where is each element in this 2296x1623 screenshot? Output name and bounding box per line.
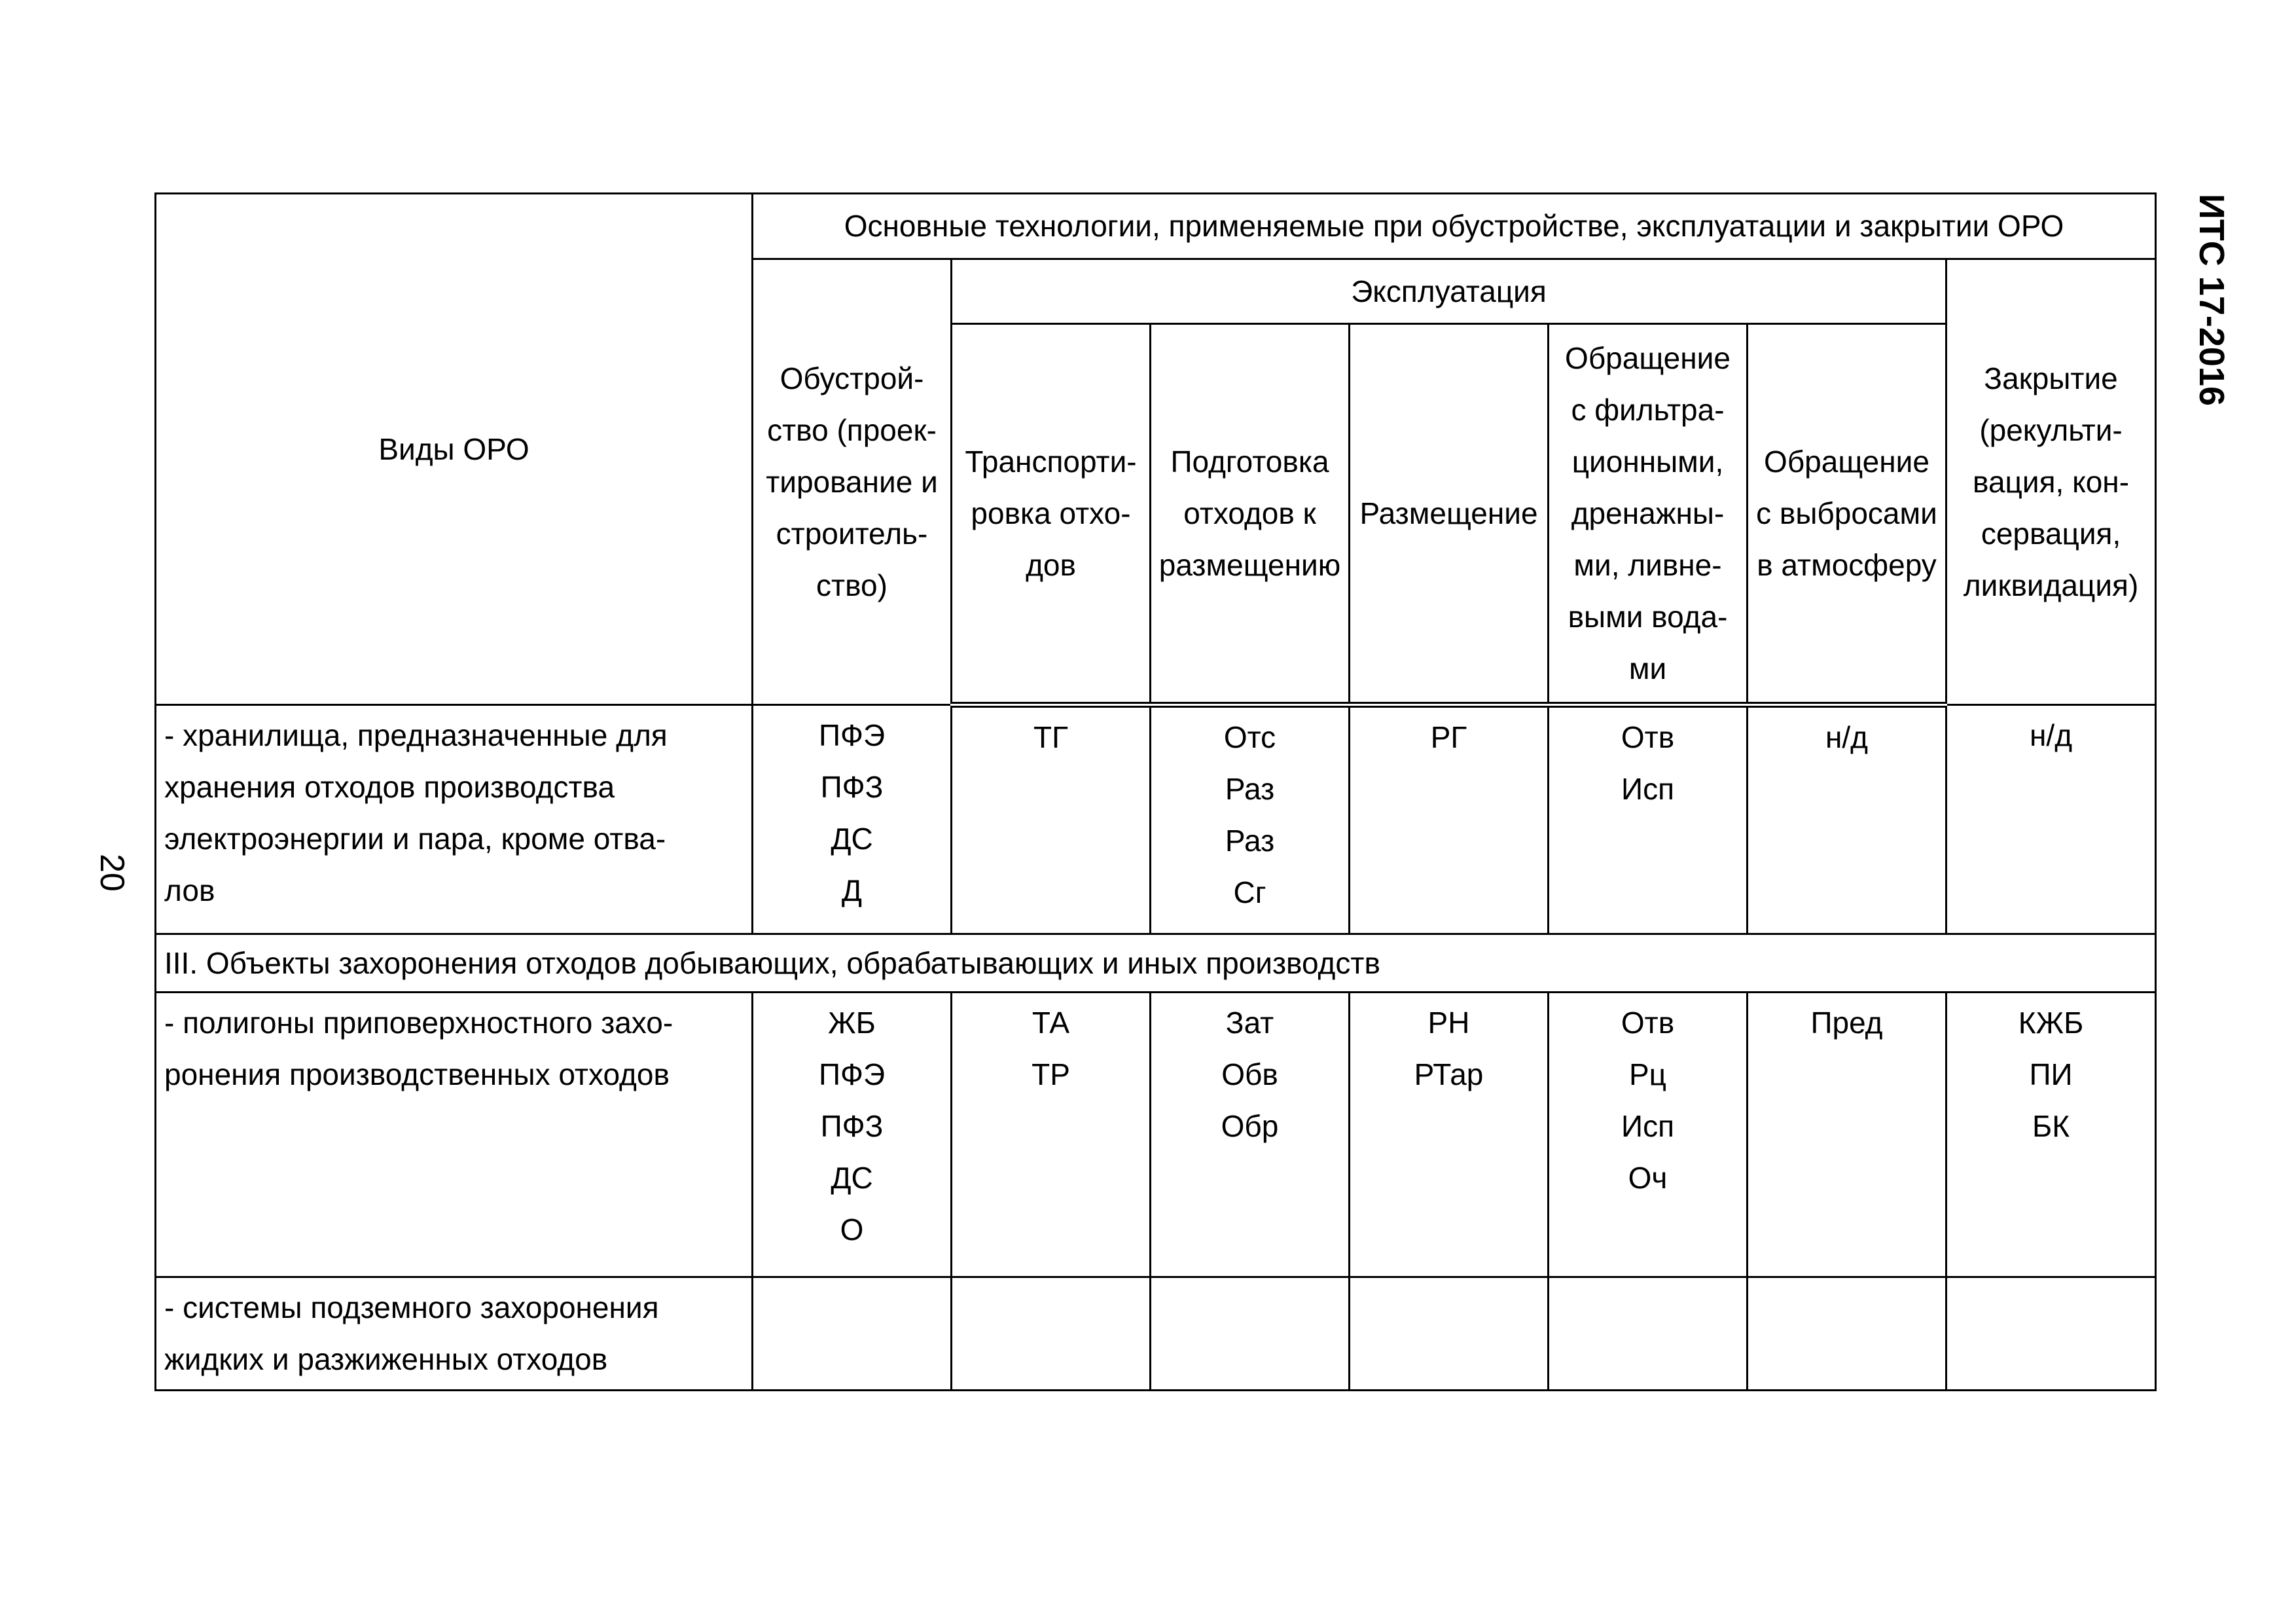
cell-code: ТГ	[1033, 720, 1068, 754]
cell-code: КЖБ	[2018, 1006, 2084, 1040]
header-closure-line: ликвидация)	[1963, 568, 2139, 602]
cell-construction	[753, 705, 952, 934]
row-name-line: - хранилища, предназначенные для	[164, 718, 668, 752]
header-closure	[1946, 259, 2156, 705]
cell-code: ПФЗ	[820, 770, 884, 804]
cell-code: н/д	[1825, 720, 1869, 754]
cell-code: Исп	[1621, 1109, 1674, 1143]
cell-filtration	[1549, 993, 1748, 1277]
cell-code: ТР	[1031, 1057, 1070, 1091]
cell-code: БК	[2032, 1109, 2070, 1143]
table-row	[156, 1277, 2156, 1391]
cell-code: Зат	[1225, 1006, 1274, 1040]
header-filtration-line: ми, ливне-	[1573, 547, 1722, 582]
row-name-line: электроэнергии и пара, кроме отва-	[164, 822, 666, 856]
header-construction	[753, 259, 952, 705]
row-name-line: жидких и разжиженных отходов	[164, 1342, 608, 1376]
header-closure-line: сервация,	[1981, 516, 2121, 551]
cell-code: Раз	[1225, 772, 1275, 806]
header-emissions	[1748, 324, 1946, 705]
header-preparation-line: отходов к	[1183, 496, 1316, 530]
cell-emissions	[1748, 993, 1946, 1277]
cell-code: РГ	[1430, 720, 1467, 754]
row-name-line: ронения производственных отходов	[164, 1057, 670, 1091]
header-filtration-line: выми вода-	[1568, 599, 1728, 634]
cell-placement	[1350, 993, 1549, 1277]
header-placement	[1350, 324, 1549, 705]
header-transport-line: Транспорти-	[965, 444, 1137, 479]
header-closure-line: (рекульти-	[1979, 412, 2123, 447]
cell-emissions	[1748, 1277, 1946, 1391]
header-emissions-line: в атмосферу	[1757, 547, 1937, 582]
cell-placement	[1350, 705, 1549, 934]
cell-code: Исп	[1621, 772, 1674, 806]
cell-code: н/д	[2030, 718, 2073, 752]
header-transport-line: ровка отхо-	[971, 496, 1131, 530]
header-emissions-line: с выбросами	[1756, 496, 1937, 530]
cell-transport	[952, 993, 1151, 1277]
header-construction-line: строитель-	[776, 516, 928, 551]
table-row	[156, 705, 2156, 934]
cell-placement	[1350, 1277, 1549, 1391]
cell-code: Пред	[1810, 1006, 1883, 1040]
cell-code: ДС	[831, 1161, 873, 1195]
cell-construction	[753, 993, 952, 1277]
header-closure-line: вация, кон-	[1973, 464, 2130, 499]
cell-code: ПФЭ	[818, 718, 886, 752]
cell-code: Раз	[1225, 824, 1275, 858]
header-main-technologies: Основные технологии, применяемые при обустройстве, эксплуатации и закрытии ОРО	[753, 194, 2156, 259]
row-name-line: хранения отходов производства	[164, 770, 615, 804]
header-filtration-line: Обращение	[1565, 340, 1731, 375]
page-number: 20	[93, 854, 131, 892]
header-preparation	[1151, 324, 1350, 705]
header-construction-line: Обустрой-	[780, 361, 924, 395]
header-filtration-line: ми	[1628, 651, 1667, 685]
cell-preparation	[1151, 705, 1350, 934]
cell-code: ДС	[831, 822, 873, 856]
table-row	[156, 993, 2156, 1277]
cell-filtration	[1549, 705, 1748, 934]
cell-preparation	[1151, 1277, 1350, 1391]
header-operation: Эксплуатация	[952, 259, 1946, 324]
cell-code: Оч	[1628, 1161, 1668, 1195]
cell-code: Отв	[1621, 720, 1675, 754]
document-code: ИТС 17-2016	[2192, 194, 2231, 406]
header-filtration-line: с фильтра-	[1571, 392, 1725, 427]
row-name	[156, 1277, 753, 1391]
header-closure-line: Закрытие	[1984, 361, 2118, 395]
row-name	[156, 705, 753, 934]
header-transport-line: дов	[1026, 547, 1076, 582]
cell-code: Обр	[1221, 1109, 1279, 1143]
header-emissions-line: Обращение	[1764, 444, 1929, 479]
cell-preparation	[1151, 993, 1350, 1277]
header-filtration-line: ционными,	[1571, 444, 1724, 479]
header-filtration	[1549, 324, 1748, 705]
cell-code: ПФЗ	[820, 1109, 884, 1143]
cell-code: Отс	[1223, 720, 1276, 754]
cell-code: Отв	[1621, 1006, 1675, 1040]
header-preparation-line: размещению	[1158, 547, 1341, 582]
section-title: III. Объекты захоронения отходов добывающих, обрабатывающих и иных производств	[156, 934, 2156, 993]
cell-code: РТар	[1414, 1057, 1484, 1091]
row-name-line: - полигоны приповерхностного захо-	[164, 1006, 673, 1040]
header-transport	[952, 324, 1151, 705]
header-placement-line: Размещение	[1359, 496, 1538, 530]
row-name	[156, 993, 753, 1277]
cell-code: Рц	[1628, 1057, 1667, 1091]
cell-code: Сг	[1233, 875, 1266, 909]
oro-technologies-table	[154, 192, 2157, 1391]
cell-emissions	[1748, 705, 1946, 934]
header-oro-types: Виды ОРО	[156, 194, 753, 705]
cell-code: РН	[1427, 1006, 1470, 1040]
cell-transport	[952, 705, 1151, 934]
section-row	[156, 934, 2156, 993]
header-preparation-line: Подготовка	[1170, 444, 1329, 479]
cell-code: ПИ	[2029, 1057, 2073, 1091]
cell-code: ЖБ	[828, 1006, 876, 1040]
cell-code: Д	[841, 873, 863, 907]
cell-code: О	[840, 1213, 864, 1247]
cell-closure	[1946, 993, 2156, 1277]
row-name-line: лов	[164, 873, 215, 907]
cell-code: ПФЭ	[818, 1057, 886, 1091]
header-construction-line: тирование и	[766, 464, 938, 499]
cell-code: ТА	[1031, 1006, 1070, 1040]
cell-code: Обв	[1221, 1057, 1278, 1091]
row-name-line: - системы подземного захоронения	[164, 1290, 659, 1324]
cell-construction	[753, 1277, 952, 1391]
cell-closure	[1946, 705, 2156, 934]
header-construction-line: ство)	[816, 568, 888, 602]
cell-filtration	[1549, 1277, 1748, 1391]
header-filtration-line: дренажны-	[1571, 496, 1725, 530]
cell-transport	[952, 1277, 1151, 1391]
header-construction-line: ство (проек-	[767, 412, 937, 447]
cell-closure	[1946, 1277, 2156, 1391]
